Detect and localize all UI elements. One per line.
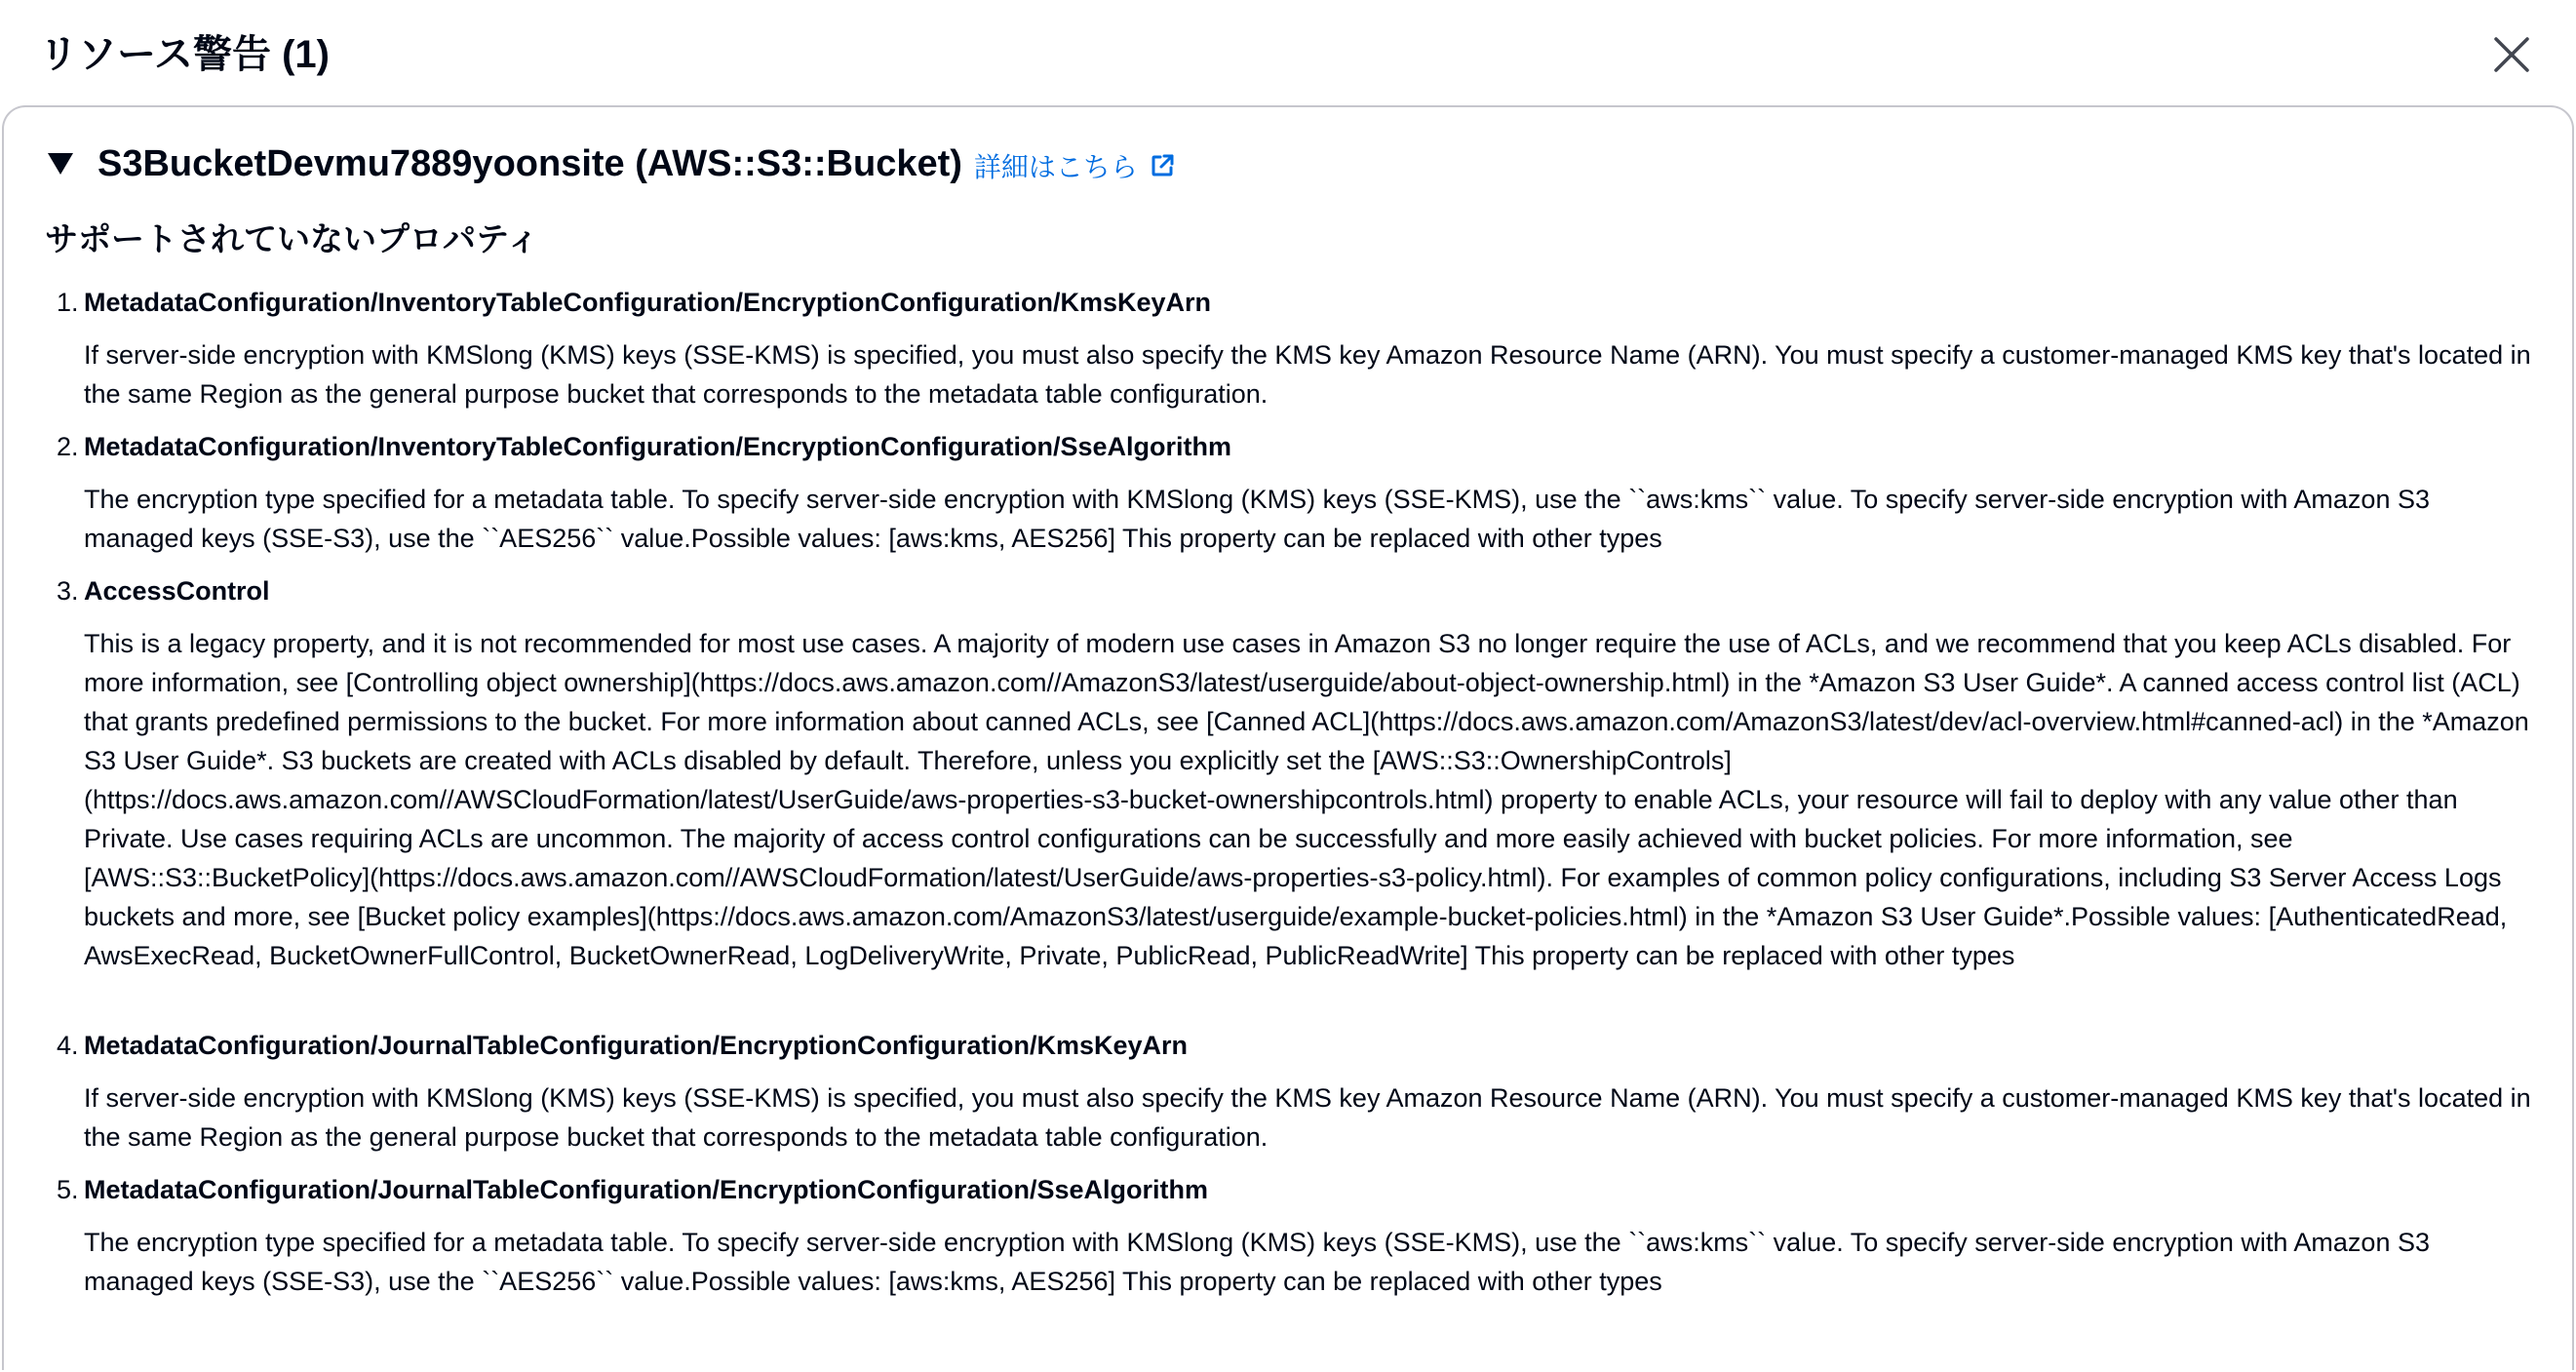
close-button[interactable] (2486, 29, 2537, 80)
details-link[interactable] (974, 146, 1175, 185)
resource-name: S3BucketDevmu7889yoonsite (AWS::S3::Bucket) (98, 142, 962, 184)
property-name: MetadataConfiguration/InventoryTableConfiguration/EncryptionConfiguration/SseAlgorithm (84, 432, 1232, 461)
list-item-number: 1. (57, 288, 79, 317)
property-description: The encryption type specified for a metadata table. To specify server-side encryption with KMSlong (KMS) keys (SSE-KMS), use the ``aws:kms`` value. To specify server-side encryption with Amazon S3 managed keys (SSE-S3), use the ``AES256`` value.Possible values: [aws:kms, AES256] This property can be replaced with other types (84, 485, 2430, 553)
property-description: The encryption type specified for a metadata table. To specify server-side encryption with KMSlong (KMS) keys (SSE-KMS), use the ``aws:kms`` value. To specify server-side encryption with Amazon S3 managed keys (SSE-S3), use the ``AES256`` value.Possible values: [aws:kms, AES256] This property can be replaced with other types (84, 1228, 2430, 1296)
list-item-number: 5. (57, 1175, 79, 1204)
property-name: AccessControl (84, 576, 270, 606)
property-name: MetadataConfiguration/InventoryTableConfiguration/EncryptionConfiguration/KmsKeyArn (84, 288, 1212, 317)
resource-warning-panel (2, 105, 2574, 1370)
unsupported-properties-list (4, 283, 2539, 1314)
modal-title: リソース警告 (1) (39, 33, 330, 76)
list-item (4, 283, 2539, 427)
details-link-label[interactable]: 詳細はこちら (973, 152, 1138, 182)
property-name: MetadataConfiguration/JournalTableConfiguration/EncryptionConfiguration/KmsKeyArn (84, 1031, 1189, 1060)
caret-down-icon[interactable] (47, 150, 74, 177)
property-description: If server-side encryption with KMSlong (KMS) keys (SSE-KMS) is specified, you must also specify the KMS key Amazon Resource Name (ARN). You must specify a customer-managed KMS key that's located in the same Region as the general purpose bucket that corresponds to the metadata table configuration. (84, 340, 2531, 409)
property-name: MetadataConfiguration/JournalTableConfiguration/EncryptionConfiguration/SseAlgorithm (84, 1175, 1208, 1204)
property-description: This is a legacy property, and it is not recommended for most use cases. A majority of modern use cases in Amazon S3 no longer require the use of ACLs, and we recommend that you keep ACLs disabled. For more information, see [Controlling object ownership](https://docs.aws.amazon.com//AmazonS3/latest/userguide/about-object-ownership.html) in the *Amazon S3 User Guide*. A canned access control list (ACL) that grants predefined permissions to the bucket. For more information about canned ACLs, see [Canned ACL](https://docs.aws.amazon.com/AmazonS3/latest/dev/acl-overview.html#canned-acl) in the *Amazon S3 User Guide*. S3 buckets are created with ACLs disabled by default. Therefore, unless you explicitly set the [AWS::S3::OwnershipControls](https://docs.aws.amazon.com//AWSCloudFormation/latest/UserGuide/aws-properties-s3-bucket-ownershipcontrols.html) property to enable ACLs, your resource will fail to deploy with any value other than Private. Use cases requiring ACLs are uncommon. The majority of access control configurations can be successfully and more easily achieved with bucket policies. For more information, see [AWS::S3::BucketPolicy](https://docs.aws.amazon.com//AWSCloudFormation/latest/UserGuide/aws-properties-s3-policy.html). For examples of common policy configurations, including S3 Server Access Logs buckets and more, see [Bucket policy examples](https://docs.aws.amazon.com/AmazonS3/latest/userguide/example-bucket-policies.html) in the *Amazon S3 User Guide*.Possible values: [AuthenticatedRead, AwsExecRead, BucketOwnerFullControl, BucketOwnerRead, LogDeliveryWrite, Private, PublicRead, PublicReadWrite] This property can be replaced with other types (84, 629, 2529, 970)
list-item-number: 4. (57, 1031, 79, 1060)
list-item (4, 427, 2539, 571)
modal-header (0, 0, 2576, 105)
resource-expandable-header[interactable] (47, 137, 1175, 191)
unsupported-properties-heading: サポートされていないプロパティ (45, 221, 540, 258)
list-item (4, 1026, 2539, 1170)
property-description: If server-side encryption with KMSlong (KMS) keys (SSE-KMS) is specified, you must also specify the KMS key Amazon Resource Name (ARN). You must specify a customer-managed KMS key that's located in the same Region as the general purpose bucket that corresponds to the metadata table configuration. (84, 1083, 2531, 1152)
external-link-icon[interactable] (1150, 153, 1175, 178)
close-icon (2492, 35, 2531, 74)
list-item (4, 571, 2539, 1026)
list-item (4, 1170, 2539, 1314)
list-item-number: 2. (57, 432, 79, 461)
list-item-number: 3. (57, 576, 79, 606)
